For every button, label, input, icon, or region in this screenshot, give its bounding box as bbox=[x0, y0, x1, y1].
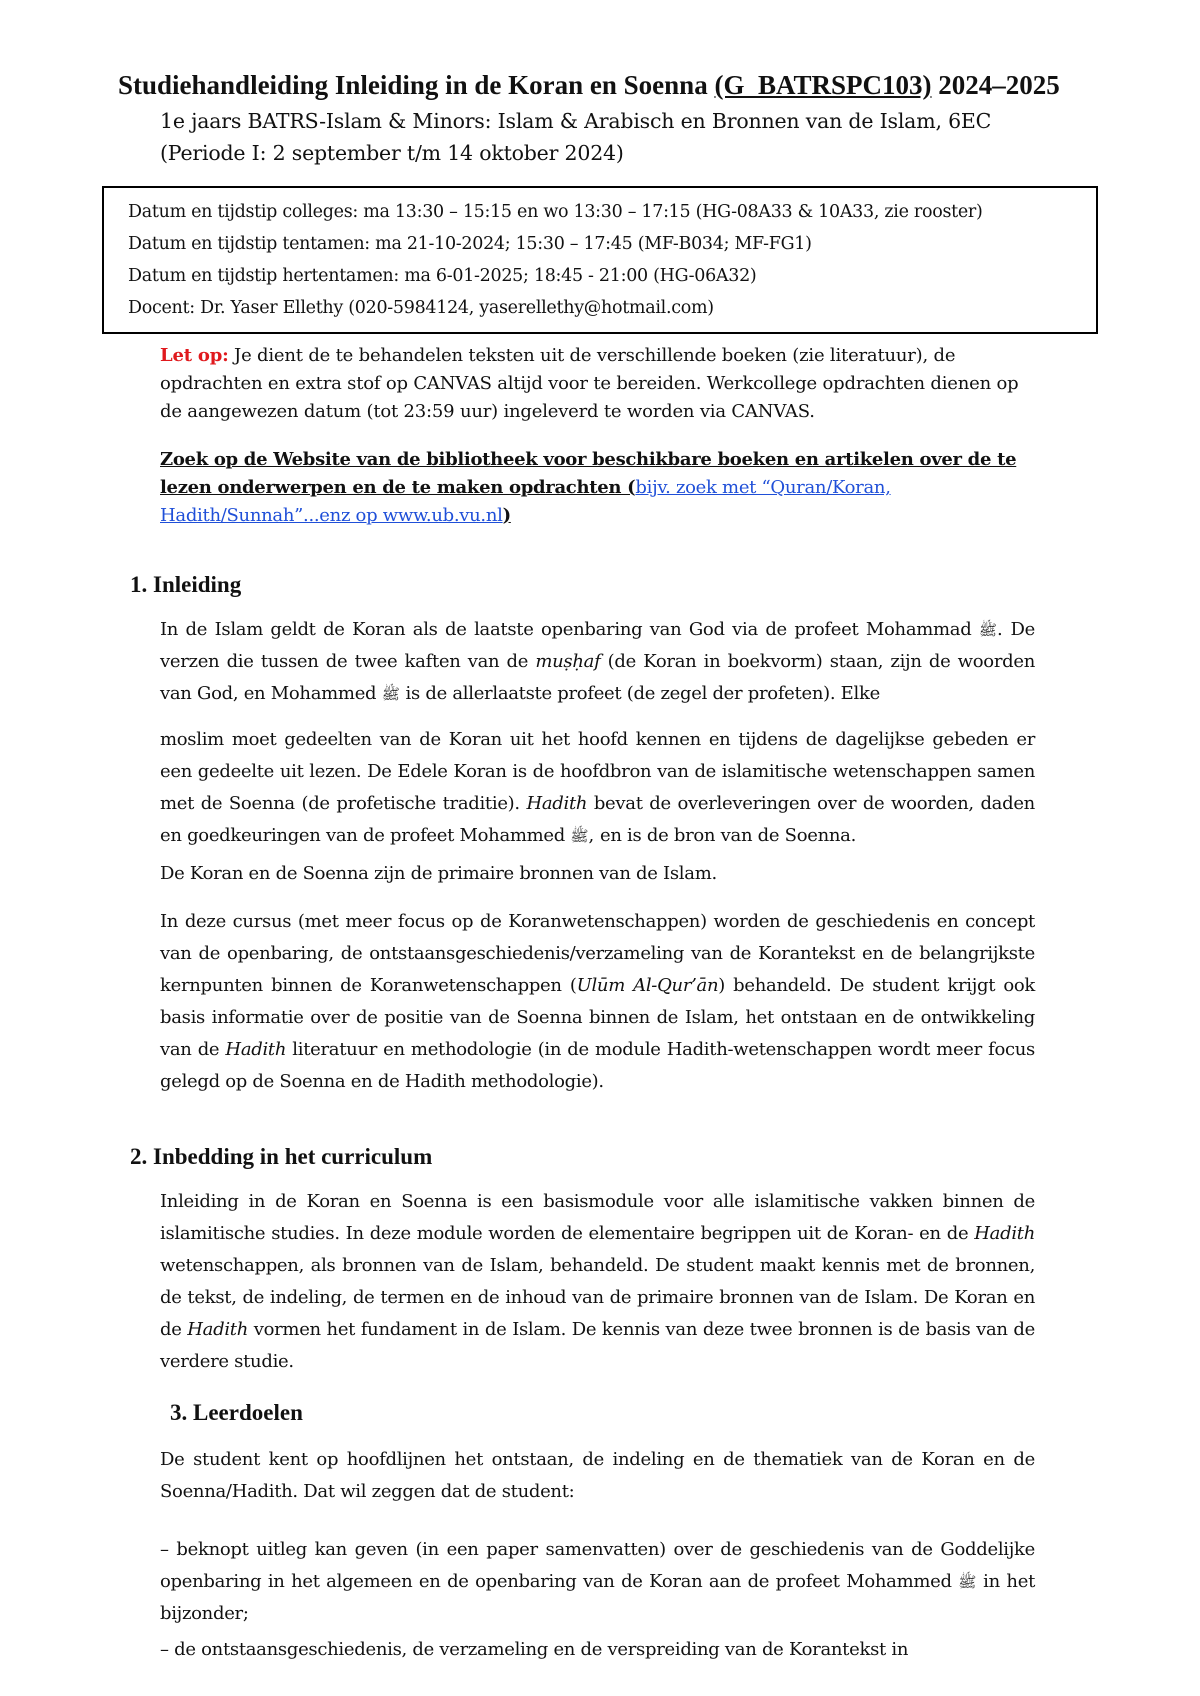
section-2-paragraph-1: Inleiding in de Koran en Soenna is een basismodule voor alle islamitische vakken binnen de islamitische studies. In deze module worden de elementaire begrippen uit de Koran- en de Hadith wetenschappen, als bronnen van de Islam, behandeld. De student maakt kennis met de bronnen, de tekst, de indeling, de termen en de inhoud van de primaire bronnen van de Islam. De Koran en de Hadith vormen het fundament in de Islam. De kennis van deze twee bronnen is de basis van de verdere studie. bbox=[160, 1191, 1035, 1372]
resit-times: Datum en tijdstip hertentamen: ma 6-01-2025; 18:45 - 21:00 (HG-06A32) bbox=[128, 266, 757, 286]
subtitle-line-2: (Periode I: 2 september t/m 14 oktober 2024) bbox=[160, 141, 624, 165]
academic-year: 2024–2025 bbox=[938, 70, 1060, 100]
lecturer-info: Docent: Dr. Yaser Ellethy (020-5984124, yaserellethy@hotmail.com) bbox=[128, 298, 714, 318]
section-2-heading: 2. Inbedding in het curriculum bbox=[130, 1144, 433, 1169]
seal-icon: ﷺ bbox=[381, 685, 400, 703]
library-search-text: Zoek op de Website van de bibliotheek voor beschikbare boeken en artikelen over de te lezen onderwerpen en de te maken opdrachten ( bbox=[160, 449, 1017, 498]
library-search-closing: ) bbox=[502, 505, 511, 526]
section-3-heading: 3. Leerdoelen bbox=[170, 1400, 303, 1425]
section-1-paragraph-1: In de Islam geldt de Koran als de laatste openbaring van God via de profeet Mohammad ﷺ. De verzen die tussen de twee kaften van de muṣḥaf (de Koran in boekvorm) staan, zijn de woorden van God, en Mohammed ﷺ is de allerlaatste profeet (de zegel der profeten). Elke bbox=[160, 619, 1035, 704]
lecture-times: Datum en tijdstip colleges: ma 13:30 – 15:15 en wo 13:30 – 17:15 (HG-08A33 & 10A33, zie rooster) bbox=[128, 202, 983, 222]
subtitle-line-1: 1e jaars BATRS-Islam & Minors: Islam & Arabisch en Bronnen van de Islam, 6EC bbox=[160, 109, 992, 133]
section-1-paragraph-2: moslim moet gedeelten van de Koran uit het hoofd kennen en tijdens de dagelijkse gebeden er een gedeelte uit lezen. De Edele Koran is de hoofdbron van de islamitische wetenschappen samen met de Soenna (de profetische traditie). Hadith bevat de overleveringen over de woorden, daden en goedkeuringen van de profeet Mohammed ﷺ, en is de bron van de Soenna. bbox=[160, 729, 1035, 846]
notice-label: Let op: bbox=[160, 345, 229, 366]
document-title: Studiehandleiding Inleiding in de Koran en Soenna (G_BATRSPC103) 2024–2025 bbox=[118, 70, 1060, 100]
section-1-heading: 1. Inleiding bbox=[130, 572, 242, 597]
library-search-hint bbox=[160, 446, 1050, 530]
course-code: (G_BATRSPC103) bbox=[714, 70, 932, 100]
exam-times: Datum en tijdstip tentamen: ma 21-10-2024; 15:30 – 17:45 (MF-B034; MF-FG1) bbox=[128, 234, 812, 254]
section-3-intro: De student kent op hoofdlijnen het ontstaan, de indeling en de thematiek van de Koran en de Soenna/Hadith. Dat wil zeggen dat de student: bbox=[160, 1449, 1035, 1502]
seal-icon: ﷺ bbox=[958, 1573, 977, 1591]
seal-icon: ﷺ bbox=[570, 827, 589, 845]
subtitle bbox=[160, 105, 1078, 169]
section-1-paragraph-4: In deze cursus (met meer focus op de Koranwetenschappen) worden de geschiedenis en concept van de openbaring, de ontstaansgeschiedenis/verzameling van de Korantekst en de belangrijkste kernpunten binnen de Koranwetenschappen (Ulūm Al-Qur’ān) behandeld. De student krijgt ook basis informatie over de positie van de Soenna binnen de Islam, het ontstaan en de ontwikkeling van de Hadith literatuur en methodologie (in de module Hadith-wetenschappen wordt meer focus gelegd op de Soenna en de Hadith methodologie). bbox=[160, 911, 1035, 1092]
section-1-paragraph-3: De Koran en de Soenna zijn de primaire bronnen van de Islam. bbox=[160, 863, 717, 884]
notice-text: Je dient de te behandelen teksten uit de verschillende boeken (zie literatuur), de opdrachten en extra stof op CANVAS altijd voor te bereiden. Werkcollege opdrachten dienen op de aangewezen datum (tot 23:59 uur) ingeleverd te worden via CANVAS. bbox=[160, 345, 1019, 422]
learning-goal-2: – de ontstaansgeschiedenis, de verzameling en de verspreiding van de Korantekst in bbox=[160, 1639, 909, 1660]
seal-icon: ﷺ bbox=[978, 621, 998, 639]
schedule-info-box bbox=[102, 186, 1098, 334]
title-block bbox=[118, 70, 1078, 169]
learning-goal-1: – beknopt uitleg kan geven (in een paper samenvatten) over de geschiedenis van de Goddelijke openbaring in het algemeen en de openbaring van de Koran aan de profeet Mohammed ﷺ in het bijzonder; bbox=[160, 1539, 1035, 1624]
notice-paragraph bbox=[160, 342, 1040, 426]
library-link[interactable]: bijv. zoek met “Quran/Koran, Hadith/Sunnah”...enz op www.ub.vu.nl bbox=[160, 477, 891, 526]
